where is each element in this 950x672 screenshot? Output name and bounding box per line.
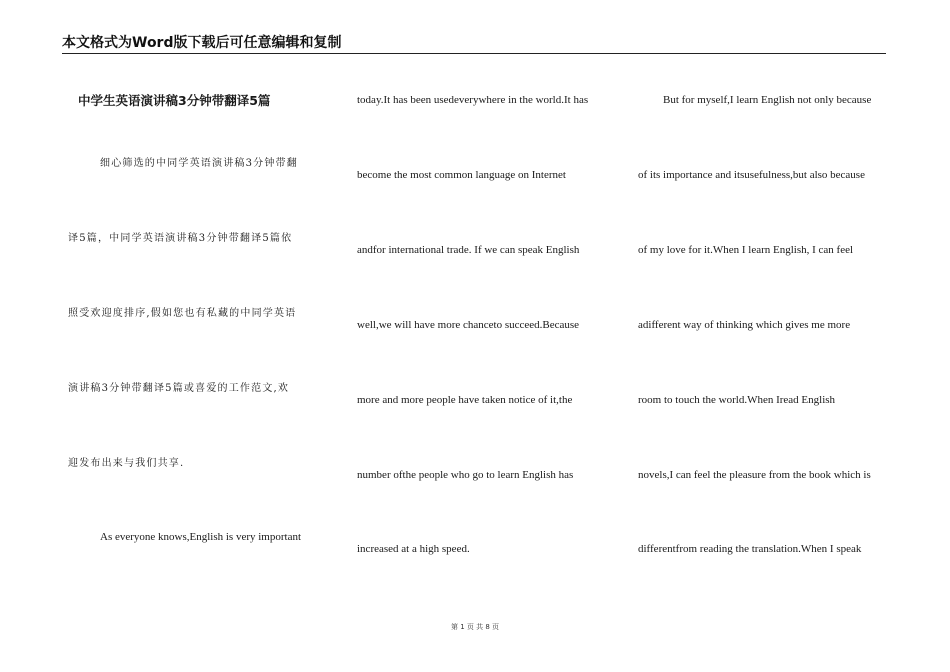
text-line: well,we will have more chanceto succeed.Because xyxy=(357,319,580,331)
text-line: today.It has been usedeverywhere in the world.It has xyxy=(357,94,589,106)
header-text: 本文格式为Word版下载后可任意编辑和复制 xyxy=(62,35,342,51)
text-line: andfor international trade. If we can speak English xyxy=(357,244,580,256)
text-line: 译5篇，中同学英语演讲稿3分钟带翻译5篇依 xyxy=(68,233,293,244)
text-line: 迎发布出来与我们共享. xyxy=(68,458,185,469)
text-line: room to touch the world.When Iread English xyxy=(638,394,836,406)
document-title: 中学生英语演讲稿3分钟带翻译5篇 xyxy=(78,93,271,108)
text-line: 演讲稿3分钟带翻译5篇或喜爱的工作范文,欢 xyxy=(68,383,290,394)
text-line: As everyone knows,English is very important xyxy=(100,531,302,543)
text-line: more and more people have taken notice of it,the xyxy=(357,394,573,406)
text-line: number ofthe people who go to learn English has xyxy=(357,469,574,481)
column-3 xyxy=(638,88,890,588)
page-number: 第 1 页 共 8 页 xyxy=(450,623,500,631)
text-line: differentfrom reading the translation.When I speak xyxy=(638,543,862,555)
column-1 xyxy=(68,88,332,588)
text-line: increased at a high speed. xyxy=(357,543,470,555)
column-2 xyxy=(357,88,622,588)
text-line: novels,I can feel the pleasure from the book which is xyxy=(638,469,871,481)
text-line: But for myself,I learn English not only because xyxy=(663,94,872,106)
text-line: become the most common language on Internet xyxy=(357,169,566,181)
text-line: of its importance and itsusefulness,but also because xyxy=(638,169,865,181)
text-line: of my love for it.When I learn English, I can feel xyxy=(638,244,854,256)
text-line: adifferent way of thinking which gives me more xyxy=(638,319,851,331)
text-line: 照受欢迎度排序,假如您也有私藏的中同学英语 xyxy=(68,308,297,319)
page-header xyxy=(62,33,886,54)
text-line: 细心筛选的中同学英语演讲稿3分钟带翻 xyxy=(100,158,298,169)
